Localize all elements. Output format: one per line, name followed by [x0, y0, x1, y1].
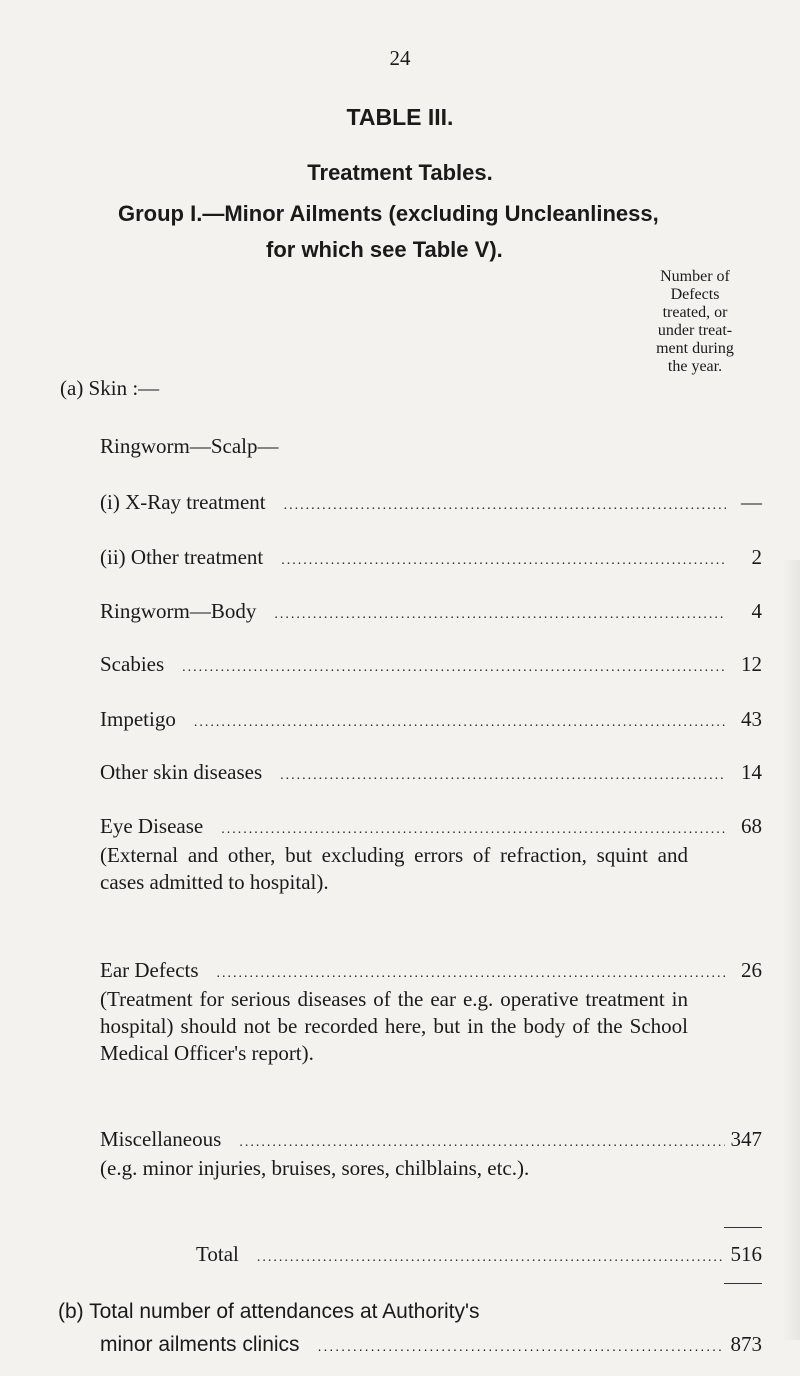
table-row	[100, 650, 762, 682]
column-header-line: under treat-	[657, 322, 733, 339]
column-header-line: treated, or	[662, 304, 728, 321]
row-label: Ear Defects	[100, 958, 199, 982]
table-row	[100, 488, 762, 520]
column-header-line: ment during	[656, 340, 734, 357]
leader-dots	[274, 601, 726, 629]
table-title: TABLE III.	[346, 104, 454, 130]
leader-dots	[280, 762, 726, 790]
table-row	[100, 1125, 762, 1157]
column-header	[590, 268, 800, 376]
row-value: 14	[741, 760, 762, 784]
leader-dots	[257, 1244, 725, 1272]
table-row	[100, 705, 762, 737]
row-value: 347	[730, 1127, 762, 1151]
row-label: Ringworm—Body	[100, 599, 257, 623]
total-label: Total	[196, 1242, 239, 1266]
row-label: Miscellaneous	[100, 1127, 222, 1151]
table-row	[100, 543, 762, 575]
row-label: Eye Disease	[100, 814, 204, 838]
section-b-value: 873	[730, 1332, 762, 1356]
leader-dots	[194, 709, 726, 737]
column-header-line: Number of	[660, 268, 730, 285]
group-heading-line2: for which see Table V).	[266, 237, 503, 262]
group-heading	[118, 196, 788, 268]
total-row	[196, 1240, 762, 1272]
column-header-line: Defects	[670, 286, 720, 303]
section-b-line2: minor ailments clinics	[100, 1333, 300, 1356]
ear-defects-note: (Treatment for serious diseases of the ear e.g. operative treatment in hospital) should not be recorded here, but in the body of the School Medical Officer's report).	[100, 987, 688, 1065]
miscellaneous-note: (e.g. minor injuries, bruises, sores, chilblains, etc.).	[100, 1156, 530, 1180]
row-label: Scabies	[100, 652, 165, 676]
leader-dots	[221, 816, 726, 844]
row-value: 2	[751, 545, 762, 569]
row-value: 4	[751, 599, 762, 623]
leader-dots	[239, 1129, 724, 1157]
group-heading-line1: Group I.—Minor Ailments (excluding Uncleanliness,	[118, 201, 659, 226]
row-label: (ii) Other treatment	[100, 545, 264, 569]
row-label: Impetigo	[100, 707, 176, 731]
row-label: (i) X-Ray treatment	[100, 490, 266, 514]
ringworm-scalp-label: Ringworm—Scalp—	[100, 434, 279, 458]
leader-dots	[182, 654, 726, 682]
section-b-row	[100, 1330, 762, 1360]
eye-disease-note: (External and other, but excluding errors of refraction, squint and cases admitted to hospital).	[100, 843, 688, 894]
table-row	[100, 956, 762, 988]
leader-dots	[318, 1332, 725, 1360]
row-label: Other skin diseases	[100, 760, 263, 784]
table-row	[100, 597, 762, 629]
total-value: 516	[730, 1242, 762, 1266]
row-value: —	[741, 490, 762, 514]
table-subtitle: Treatment Tables.	[307, 160, 493, 185]
leader-dots	[284, 492, 726, 520]
row-value: 12	[741, 652, 762, 676]
row-value: 26	[741, 958, 762, 982]
table-row	[100, 812, 762, 844]
section-a-label: (a) Skin :—	[60, 376, 160, 400]
table-row	[100, 758, 762, 790]
leader-dots	[281, 547, 726, 575]
row-value: 43	[741, 707, 762, 731]
row-value: 68	[741, 814, 762, 838]
total-rule-top	[724, 1227, 762, 1228]
page-edge-shadow	[782, 560, 800, 1340]
total-rule-bottom	[724, 1283, 762, 1284]
leader-dots	[217, 960, 726, 988]
section-b-line1: (b) Total number of attendances at Authority's	[58, 1300, 480, 1323]
column-header-line: the year.	[667, 358, 723, 375]
page-number: 24	[389, 46, 411, 70]
